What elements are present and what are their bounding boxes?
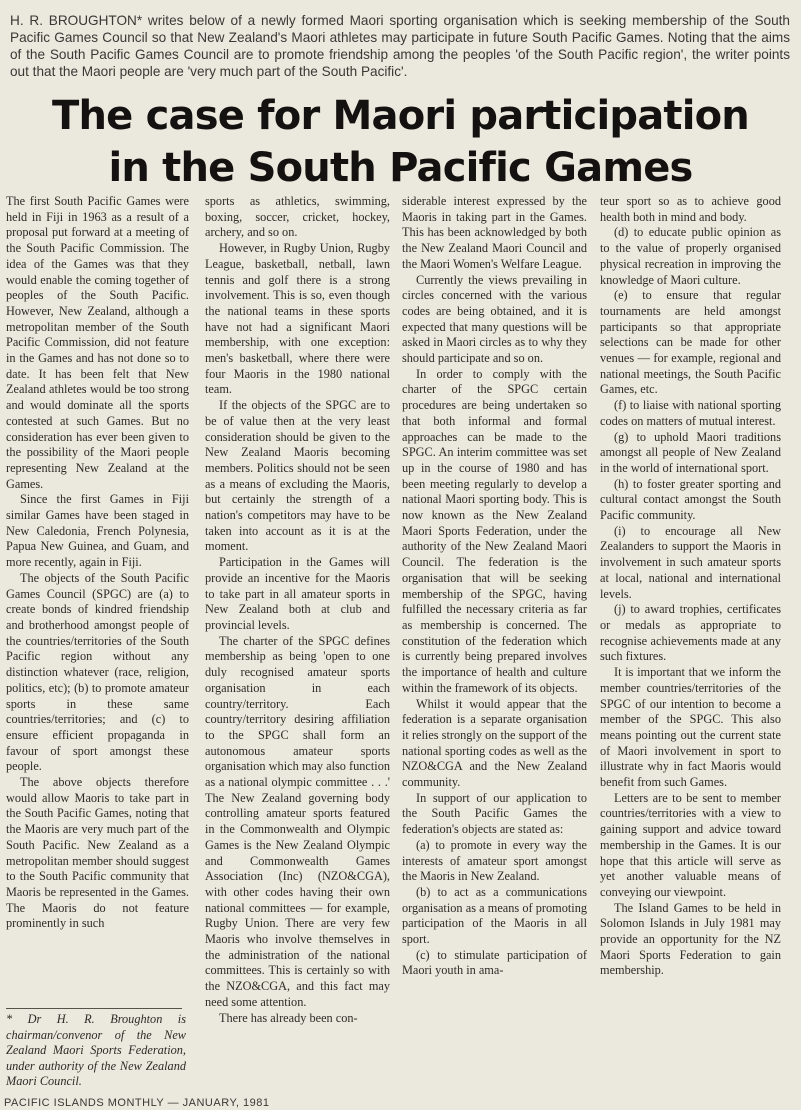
text-column-3 <box>402 194 587 979</box>
page-footer: PACIFIC ISLANDS MONTHLY — JANUARY, 1981 <box>4 1097 270 1109</box>
text-column-4 <box>600 194 781 979</box>
paragraph: There has already been con- <box>219 1010 358 1025</box>
paragraph: (j) to award trophies, certificates or medals as appropriate to recognise achievements made at any such fixtures. <box>600 602 781 664</box>
paragraph: (f) to liaise with national sporting codes on matters of mutual interest. <box>600 398 781 428</box>
footnote-divider <box>6 1008 182 1009</box>
paragraph: Letters are to be sent to member countries/territories with a view to gaining support and advice toward membership in the Games. It is our hope that this article will serve as yet another valuable means of conveying our viewpoint. <box>600 790 781 899</box>
text-column-2 <box>205 194 390 1026</box>
headline-line-1: The case for Maori participation <box>52 93 749 139</box>
paragraph: teur sport so as to achieve good health both in mind and body. <box>600 194 781 224</box>
paragraph: The Island Games to be held in Solomon Islands in July 1981 may provide an opportunity for the NZ Maori Sports Federation to gain membership. <box>600 900 781 978</box>
paragraph: (e) to ensure that regular tournaments are held amongst participants so that appropriate selections can be made for other venues — for example, regional and national meetings, the South Pacific Games, etc. <box>600 288 781 397</box>
paragraph: Since the first Games in Fiji similar Games have been staged in New Caledonia, French Polynesia, Papua New Guinea, and Guam, and more recently, again in Fiji. <box>6 492 189 570</box>
article-headline <box>0 90 801 194</box>
paragraph: The charter of the SPGC defines membership as being 'open to one duly recognised amateur sports organisation in each country/territory. Each country/territory desiring affiliation to the SPGC shall form an autonomous amateur sports organisation which may also function as a national olympic committee . . .' The New Zealand governing body controlling amateur sports featured in the Commonwealth and Olympic Games is the New Zealand Olympic and Commonwealth Games Association (Inc) (NZO&CGA), with other codes having their own national committees — for example, Rugby Union. There are very few Maoris who involve themselves in the administration of the national committees. This is certainly so with the NZO&CGA, and this fact may need some attention. <box>205 633 390 1009</box>
paragraph: In order to comply with the charter of the SPGC certain procedures are being undertaken so that both informal and formal approaches can be made to the SPGC. An interim committee was set up in the course of 1980 and has been meeting regularly to develop a national Maori sporting body. This is now known as the New Zealand Maori Sports Federation, under the authority of the New Zealand Maori Council. The federation is the organisation that will be seeking membership of the SPGC, having fulfilled the necessary criteria as far as membership is concerned. The constitution of the federation which is currently being prepared involves the importance of health and culture within the framework of its objects. <box>402 366 587 695</box>
paragraph: The above objects therefore would allow Maoris to take part in the South Pacific Games, noting that the Maoris are very much part of the South Pacific. New Zealand as a metropolitan member should suggest to the South Pacific community that Maoris be represented in the Games. The Maoris do not feature prominently in such <box>6 775 189 931</box>
paragraph: Currently the views prevailing in circles concerned with the various codes are being obtained, and it is expected that many questions will be asked in Maori circles as to why they should participate and so on. <box>402 272 587 366</box>
paragraph: Whilst it would appear that the federation is a separate organisation it relies strongly on the support of the national sporting codes as well as the NZO&CGA and the New Zealand community. <box>402 696 587 790</box>
paragraph: However, in Rugby Union, Rugby League, basketball, netball, lawn tennis and golf there is a strong involvement. This is so, even though the national teams in these sports have not had a significant Maori membership, with one exception: men's basketball, where there were four Maoris in the 1980 national team. <box>205 241 390 397</box>
paragraph: It is important that we inform the member countries/territories of the SPGC of our intention to become a member of the SPGC. This also means pointing out the current state of Maori involvement in sport to illustrate why in fact Maoris would benefit from such Games. <box>600 665 781 790</box>
paragraph: (a) to promote in every way the interests of amateur sport amongst the Maoris in New Zealand. <box>402 837 587 884</box>
paragraph: Participation in the Games will provide an incentive for the Maoris to take part in all amateur sports in New Zealand both at club and provincial levels. <box>205 555 390 632</box>
paragraph: (g) to uphold Maori traditions amongst all people of New Zealand in the world of international sport. <box>600 429 781 475</box>
paragraph: If the objects of the SPGC are to be of value then at the very least consideration should be given to the New Zealand Maoris becoming members. Politics should not be seen as a means of excluding the Maoris, but certainly the strength of a nation's competitors may have to be taken into account as it is at the moment. <box>205 398 390 554</box>
paragraph: The objects of the South Pacific Games Council (SPGC) are (a) to create bonds of kindred friendship and brotherhood amongst people of the countries/territories of the South Pacific region without any distinction whatever (race, religion, politics, etc); (b) to promote amateur sports in these same countries/territories; and (c) to ensure efficient propaganda in favour of sport amongst these people. <box>6 570 189 774</box>
paragraph: (d) to educate public opinion as to the value of properly organised physical recreation in improving the knowledge of Maori culture. <box>600 225 781 287</box>
headline-line-2: in the South Pacific Games <box>108 145 693 191</box>
paragraph: (h) to foster greater sporting and cultural contact amongst the South Pacific community. <box>600 476 781 523</box>
paragraph: In support of our application to the South Pacific Games the federation's objects are stated as: <box>402 790 587 837</box>
text-column-1 <box>6 194 189 932</box>
paragraph: (i) to encourage all New Zealanders to support the Maoris in involvement in such amateur sports at local, national and international levels. <box>600 523 781 601</box>
author-footnote: * Dr H. R. Broughton is chairman/convenor of the New Zealand Maori Sports Federation, under authority of the New Zealand Maori Council. <box>6 1012 186 1088</box>
standfirst-intro: H. R. BROUGHTON* writes below of a newly formed Maori sporting organisation which is seeking membership of the South Pacific Games Council so that New Zealand's Maori athletes may participate in future South Pacific Games. Noting that the aims of the South Pacific Games Council are to promote friendship among the peoples 'of the South Pacific region', the writer points out that the Maori people are 'very much part of the South Pacific'. <box>10 13 790 79</box>
paragraph: The first South Pacific Games were held in Fiji in 1963 as a result of a proposal put forward at a meeting of the South Pacific Commission. The idea of the Games was that they would enable the coming together of peoples of the South Pacific. However, New Zealand, although a metropolitan member of the South Pacific Commission, did not feature in the Games and has not done so to date. It has been felt that New Zealand athletes would be too strong and would dominate all the sports contested at such Games. But no consideration has ever been given to the possibility of the Maori people representing New Zealand at the Games. <box>6 194 189 491</box>
paragraph: siderable interest expressed by the Maoris in taking part in the Games. This has been acknowledged by both the New Zealand Maori Council and the Maori Women's Welfare League. <box>402 194 587 271</box>
paragraph: sports as athletics, swimming, boxing, soccer, cricket, hockey, archery, and so on. <box>205 194 390 240</box>
paragraph: (c) to stimulate participation of Maori youth in ama- <box>402 947 587 978</box>
paragraph: (b) to act as a communications organisation as a means of promoting participation of the Maoris in all sport. <box>402 884 587 947</box>
